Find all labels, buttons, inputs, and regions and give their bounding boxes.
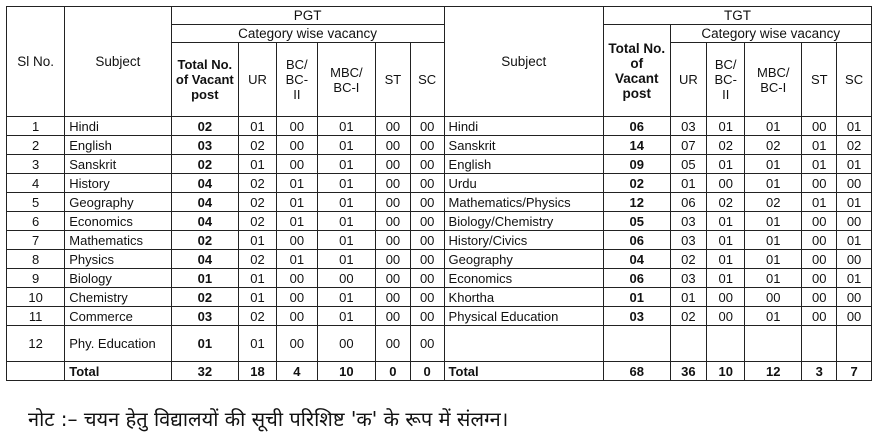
pgt-st-header: ST — [376, 43, 411, 117]
pgt-subject-cell: Physics — [65, 250, 171, 269]
sl-no-cell: 3 — [7, 155, 65, 174]
table-row — [7, 269, 872, 288]
pgt-sc-cell: 00 — [410, 155, 444, 174]
pgt-bc2-cell: 01 — [276, 193, 317, 212]
table-row — [7, 212, 872, 231]
tgt-subject-cell: Economics — [444, 269, 604, 288]
total-sl-cell — [7, 362, 65, 381]
pgt-ur-cell: 02 — [239, 250, 277, 269]
pgt-ur-cell: 01 — [239, 269, 277, 288]
sl-no-cell: 9 — [7, 269, 65, 288]
tgt-ur-cell: 03 — [670, 269, 707, 288]
tgt-total-value: 3 — [802, 362, 837, 381]
pgt-bc2-cell: 01 — [276, 250, 317, 269]
pgt-bc2-header: BC/ BC- II — [276, 43, 317, 117]
pgt-mbc-cell: 00 — [317, 269, 375, 288]
pgt-subject-cell: Hindi — [65, 117, 171, 136]
pgt-header: PGT — [171, 7, 444, 25]
pgt-total-cell: 02 — [171, 155, 238, 174]
pgt-subject-cell: Sanskrit — [65, 155, 171, 174]
tgt-mbc-cell: 01 — [745, 269, 802, 288]
tgt-mbc-cell: 01 — [745, 307, 802, 326]
vacancy-sheet — [6, 6, 872, 403]
tgt-total-value: 7 — [837, 362, 872, 381]
pgt-mbc-cell: 01 — [317, 117, 375, 136]
tgt-mbc-cell: 01 — [745, 231, 802, 250]
sl-no-cell: 5 — [7, 193, 65, 212]
tgt-bc2-cell: 01 — [707, 269, 745, 288]
tgt-total-value: 36 — [670, 362, 707, 381]
pgt-st-cell: 00 — [376, 155, 411, 174]
sl-no-cell: 2 — [7, 136, 65, 155]
tgt-sc-cell: 01 — [837, 269, 872, 288]
tgt-bc2-header: BC/ BC- II — [707, 43, 745, 117]
pgt-sc-cell: 00 — [410, 250, 444, 269]
tgt-total-cell: 04 — [604, 250, 670, 269]
sl-no-cell: 11 — [7, 307, 65, 326]
pgt-sc-cell: 00 — [410, 193, 444, 212]
tgt-st-cell: 00 — [802, 250, 837, 269]
pgt-subject-cell: English — [65, 136, 171, 155]
pgt-st-cell: 00 — [376, 212, 411, 231]
pgt-mbc-header: MBC/ BC-I — [317, 43, 375, 117]
tgt-mbc-cell: 01 — [745, 174, 802, 193]
tgt-total-cell: 14 — [604, 136, 670, 155]
tgt-mbc-cell: 00 — [745, 288, 802, 307]
table-row — [7, 288, 872, 307]
sl-no-cell: 12 — [7, 326, 65, 362]
tgt-sc-cell: 00 — [837, 307, 872, 326]
sl-no-cell: 7 — [7, 231, 65, 250]
tgt-sc-cell: 01 — [837, 155, 872, 174]
pgt-total-cell: 04 — [171, 212, 238, 231]
tgt-mbc-cell: 01 — [745, 155, 802, 174]
tgt-subject-cell: Urdu — [444, 174, 604, 193]
tgt-total-value: 10 — [707, 362, 745, 381]
pgt-total-cell: 02 — [171, 231, 238, 250]
pgt-bc2-cell: 00 — [276, 231, 317, 250]
pgt-mbc-cell: 01 — [317, 193, 375, 212]
tgt-sc-cell — [837, 326, 872, 362]
pgt-total-value: 10 — [317, 362, 375, 381]
tgt-st-cell: 00 — [802, 288, 837, 307]
pgt-st-cell: 00 — [376, 117, 411, 136]
tgt-sc-cell: 01 — [837, 117, 872, 136]
tgt-bc2-cell: 01 — [707, 155, 745, 174]
pgt-st-cell: 00 — [376, 174, 411, 193]
pgt-ur-cell: 02 — [239, 174, 277, 193]
pgt-sc-cell: 00 — [410, 269, 444, 288]
tgt-total-cell — [604, 326, 670, 362]
pgt-mbc-cell: 01 — [317, 212, 375, 231]
tgt-bc2-cell: 00 — [707, 288, 745, 307]
tgt-bc2-cell: 01 — [707, 250, 745, 269]
tgt-total-cell: 05 — [604, 212, 670, 231]
tgt-total-cell: 12 — [604, 193, 670, 212]
pgt-ur-cell: 02 — [239, 307, 277, 326]
tgt-ur-cell — [670, 326, 707, 362]
tgt-st-cell: 00 — [802, 174, 837, 193]
tgt-total-cell: 01 — [604, 288, 670, 307]
pgt-mbc-cell: 01 — [317, 231, 375, 250]
tgt-total-cell: 06 — [604, 231, 670, 250]
tgt-st-cell: 00 — [802, 307, 837, 326]
vacancy-table — [6, 6, 872, 381]
pgt-sc-cell: 00 — [410, 136, 444, 155]
tgt-st-header: ST — [802, 43, 837, 117]
pgt-total-cell: 04 — [171, 193, 238, 212]
pgt-subject-header: Subject — [65, 7, 171, 117]
sl-no-cell: 6 — [7, 212, 65, 231]
pgt-st-cell: 00 — [376, 193, 411, 212]
pgt-st-cell: 00 — [376, 136, 411, 155]
tgt-subject-cell: Biology/Chemistry — [444, 212, 604, 231]
sl-no-cell: 4 — [7, 174, 65, 193]
total-row — [7, 362, 872, 381]
note-text: नोट :– चयन हेतु विद्यालयों की सूची परिशिष्ट 'क' के रूप में संलग्न। — [28, 407, 509, 431]
pgt-mbc-cell: 00 — [317, 326, 375, 362]
pgt-bc2-cell: 00 — [276, 155, 317, 174]
pgt-bc2-cell: 00 — [276, 269, 317, 288]
tgt-st-cell: 01 — [802, 136, 837, 155]
tgt-sc-cell: 00 — [837, 288, 872, 307]
tgt-ur-cell: 03 — [670, 212, 707, 231]
table-row — [7, 250, 872, 269]
pgt-total-cell: 04 — [171, 250, 238, 269]
tgt-st-cell: 00 — [802, 117, 837, 136]
pgt-subject-cell: Commerce — [65, 307, 171, 326]
pgt-total-cell: 02 — [171, 288, 238, 307]
pgt-total-value: 0 — [410, 362, 444, 381]
pgt-sc-header: SC — [410, 43, 444, 117]
tgt-total-header: Total No. of Vacant post — [604, 25, 670, 117]
pgt-st-cell: 00 — [376, 231, 411, 250]
table-row — [7, 155, 872, 174]
pgt-sc-cell: 00 — [410, 326, 444, 362]
tgt-sc-cell: 00 — [837, 174, 872, 193]
tgt-sc-cell: 02 — [837, 136, 872, 155]
tgt-subject-cell: Physical Education — [444, 307, 604, 326]
pgt-total-value: 18 — [239, 362, 277, 381]
pgt-total-cell: 03 — [171, 307, 238, 326]
table-row — [7, 193, 872, 212]
pgt-bc2-cell: 01 — [276, 174, 317, 193]
pgt-sc-cell: 00 — [410, 288, 444, 307]
tgt-mbc-header: MBC/ BC-I — [745, 43, 802, 117]
tgt-bc2-cell: 01 — [707, 117, 745, 136]
pgt-st-cell: 00 — [376, 269, 411, 288]
tgt-total-value: 68 — [604, 362, 670, 381]
tgt-sc-header: SC — [837, 43, 872, 117]
pgt-subject-cell: Geography — [65, 193, 171, 212]
pgt-ur-cell: 01 — [239, 155, 277, 174]
tgt-mbc-cell: 02 — [745, 136, 802, 155]
tgt-sc-cell: 00 — [837, 250, 872, 269]
pgt-total-cell: 02 — [171, 117, 238, 136]
tgt-total-cell: 06 — [604, 269, 670, 288]
pgt-mbc-cell: 01 — [317, 174, 375, 193]
tgt-mbc-cell — [745, 326, 802, 362]
pgt-ur-cell: 01 — [239, 231, 277, 250]
table-row — [7, 117, 872, 136]
pgt-ur-cell: 02 — [239, 136, 277, 155]
pgt-mbc-cell: 01 — [317, 307, 375, 326]
pgt-st-cell: 00 — [376, 326, 411, 362]
tgt-subject-cell: Mathematics/Physics — [444, 193, 604, 212]
tgt-subject-cell: History/Civics — [444, 231, 604, 250]
tgt-mbc-cell: 01 — [745, 117, 802, 136]
tgt-total-label: Total — [444, 362, 604, 381]
pgt-total-cell: 04 — [171, 174, 238, 193]
tgt-st-cell — [802, 326, 837, 362]
table-row — [7, 307, 872, 326]
sl-no-cell: 1 — [7, 117, 65, 136]
tgt-total-cell: 02 — [604, 174, 670, 193]
tgt-bc2-cell: 01 — [707, 212, 745, 231]
tgt-mbc-cell: 01 — [745, 212, 802, 231]
pgt-st-cell: 00 — [376, 250, 411, 269]
tgt-subject-cell: Geography — [444, 250, 604, 269]
pgt-bc2-cell: 00 — [276, 326, 317, 362]
tgt-sc-cell: 00 — [837, 212, 872, 231]
pgt-sc-cell: 00 — [410, 174, 444, 193]
tgt-mbc-cell: 02 — [745, 193, 802, 212]
pgt-subject-cell: Economics — [65, 212, 171, 231]
tgt-st-cell: 00 — [802, 269, 837, 288]
pgt-subject-cell: Phy. Education — [65, 326, 171, 362]
pgt-sc-cell: 00 — [410, 117, 444, 136]
tgt-st-cell: 01 — [802, 193, 837, 212]
pgt-mbc-cell: 01 — [317, 136, 375, 155]
pgt-bc2-cell: 01 — [276, 212, 317, 231]
pgt-sc-cell: 00 — [410, 212, 444, 231]
pgt-total-cell: 01 — [171, 269, 238, 288]
pgt-st-cell: 00 — [376, 307, 411, 326]
tgt-ur-cell: 01 — [670, 288, 707, 307]
pgt-bc2-cell: 00 — [276, 288, 317, 307]
pgt-mbc-cell: 01 — [317, 288, 375, 307]
tgt-header: TGT — [604, 7, 872, 25]
pgt-sc-cell: 00 — [410, 231, 444, 250]
tgt-subject-cell: Hindi — [444, 117, 604, 136]
pgt-category-header: Category wise vacancy — [171, 25, 444, 43]
tgt-bc2-cell: 01 — [707, 231, 745, 250]
tgt-subject-cell: Sanskrit — [444, 136, 604, 155]
tgt-bc2-cell: 00 — [707, 307, 745, 326]
tgt-ur-cell: 03 — [670, 231, 707, 250]
table-row — [7, 174, 872, 193]
pgt-sc-cell: 00 — [410, 307, 444, 326]
pgt-ur-header: UR — [239, 43, 277, 117]
sl-no-header: Sl No. — [7, 7, 65, 117]
pgt-ur-cell: 01 — [239, 288, 277, 307]
table-row — [7, 231, 872, 250]
pgt-mbc-cell: 01 — [317, 250, 375, 269]
tgt-subject-cell: English — [444, 155, 604, 174]
pgt-bc2-cell: 00 — [276, 307, 317, 326]
pgt-subject-cell: Chemistry — [65, 288, 171, 307]
pgt-total-cell: 01 — [171, 326, 238, 362]
pgt-total-cell: 03 — [171, 136, 238, 155]
pgt-subject-cell: Mathematics — [65, 231, 171, 250]
tgt-sc-cell: 01 — [837, 231, 872, 250]
tgt-total-value: 12 — [745, 362, 802, 381]
tgt-subject-header: Subject — [444, 7, 604, 117]
pgt-total-value: 32 — [171, 362, 238, 381]
tgt-mbc-cell: 01 — [745, 250, 802, 269]
tgt-ur-header: UR — [670, 43, 707, 117]
tgt-total-cell: 03 — [604, 307, 670, 326]
pgt-ur-cell: 02 — [239, 193, 277, 212]
tgt-bc2-cell: 02 — [707, 136, 745, 155]
pgt-bc2-cell: 00 — [276, 136, 317, 155]
tgt-sc-cell: 01 — [837, 193, 872, 212]
pgt-total-header: Total No. of Vacant post — [171, 43, 238, 117]
pgt-total-label: Total — [65, 362, 171, 381]
pgt-total-value: 4 — [276, 362, 317, 381]
sl-no-cell: 8 — [7, 250, 65, 269]
pgt-ur-cell: 01 — [239, 326, 277, 362]
tgt-st-cell: 00 — [802, 212, 837, 231]
pgt-total-value: 0 — [376, 362, 411, 381]
pgt-ur-cell: 02 — [239, 212, 277, 231]
tgt-bc2-cell: 02 — [707, 193, 745, 212]
tgt-subject-cell: Khortha — [444, 288, 604, 307]
sl-no-cell: 10 — [7, 288, 65, 307]
pgt-bc2-cell: 00 — [276, 117, 317, 136]
tgt-ur-cell: 07 — [670, 136, 707, 155]
tgt-st-cell: 01 — [802, 155, 837, 174]
pgt-st-cell: 00 — [376, 288, 411, 307]
tgt-ur-cell: 05 — [670, 155, 707, 174]
tgt-ur-cell: 02 — [670, 250, 707, 269]
tgt-ur-cell: 02 — [670, 307, 707, 326]
tgt-subject-cell — [444, 326, 604, 362]
tgt-category-header: Category wise vacancy — [670, 25, 872, 43]
tgt-total-cell: 06 — [604, 117, 670, 136]
pgt-mbc-cell: 01 — [317, 155, 375, 174]
pgt-subject-cell: History — [65, 174, 171, 193]
tgt-ur-cell: 01 — [670, 174, 707, 193]
pgt-ur-cell: 01 — [239, 117, 277, 136]
tgt-ur-cell: 03 — [670, 117, 707, 136]
tgt-ur-cell: 06 — [670, 193, 707, 212]
tgt-total-cell: 09 — [604, 155, 670, 174]
table-row — [7, 326, 872, 362]
tgt-bc2-cell — [707, 326, 745, 362]
tgt-st-cell: 00 — [802, 231, 837, 250]
vacancy-rows — [7, 117, 872, 381]
pgt-subject-cell: Biology — [65, 269, 171, 288]
table-row — [7, 136, 872, 155]
tgt-bc2-cell: 00 — [707, 174, 745, 193]
